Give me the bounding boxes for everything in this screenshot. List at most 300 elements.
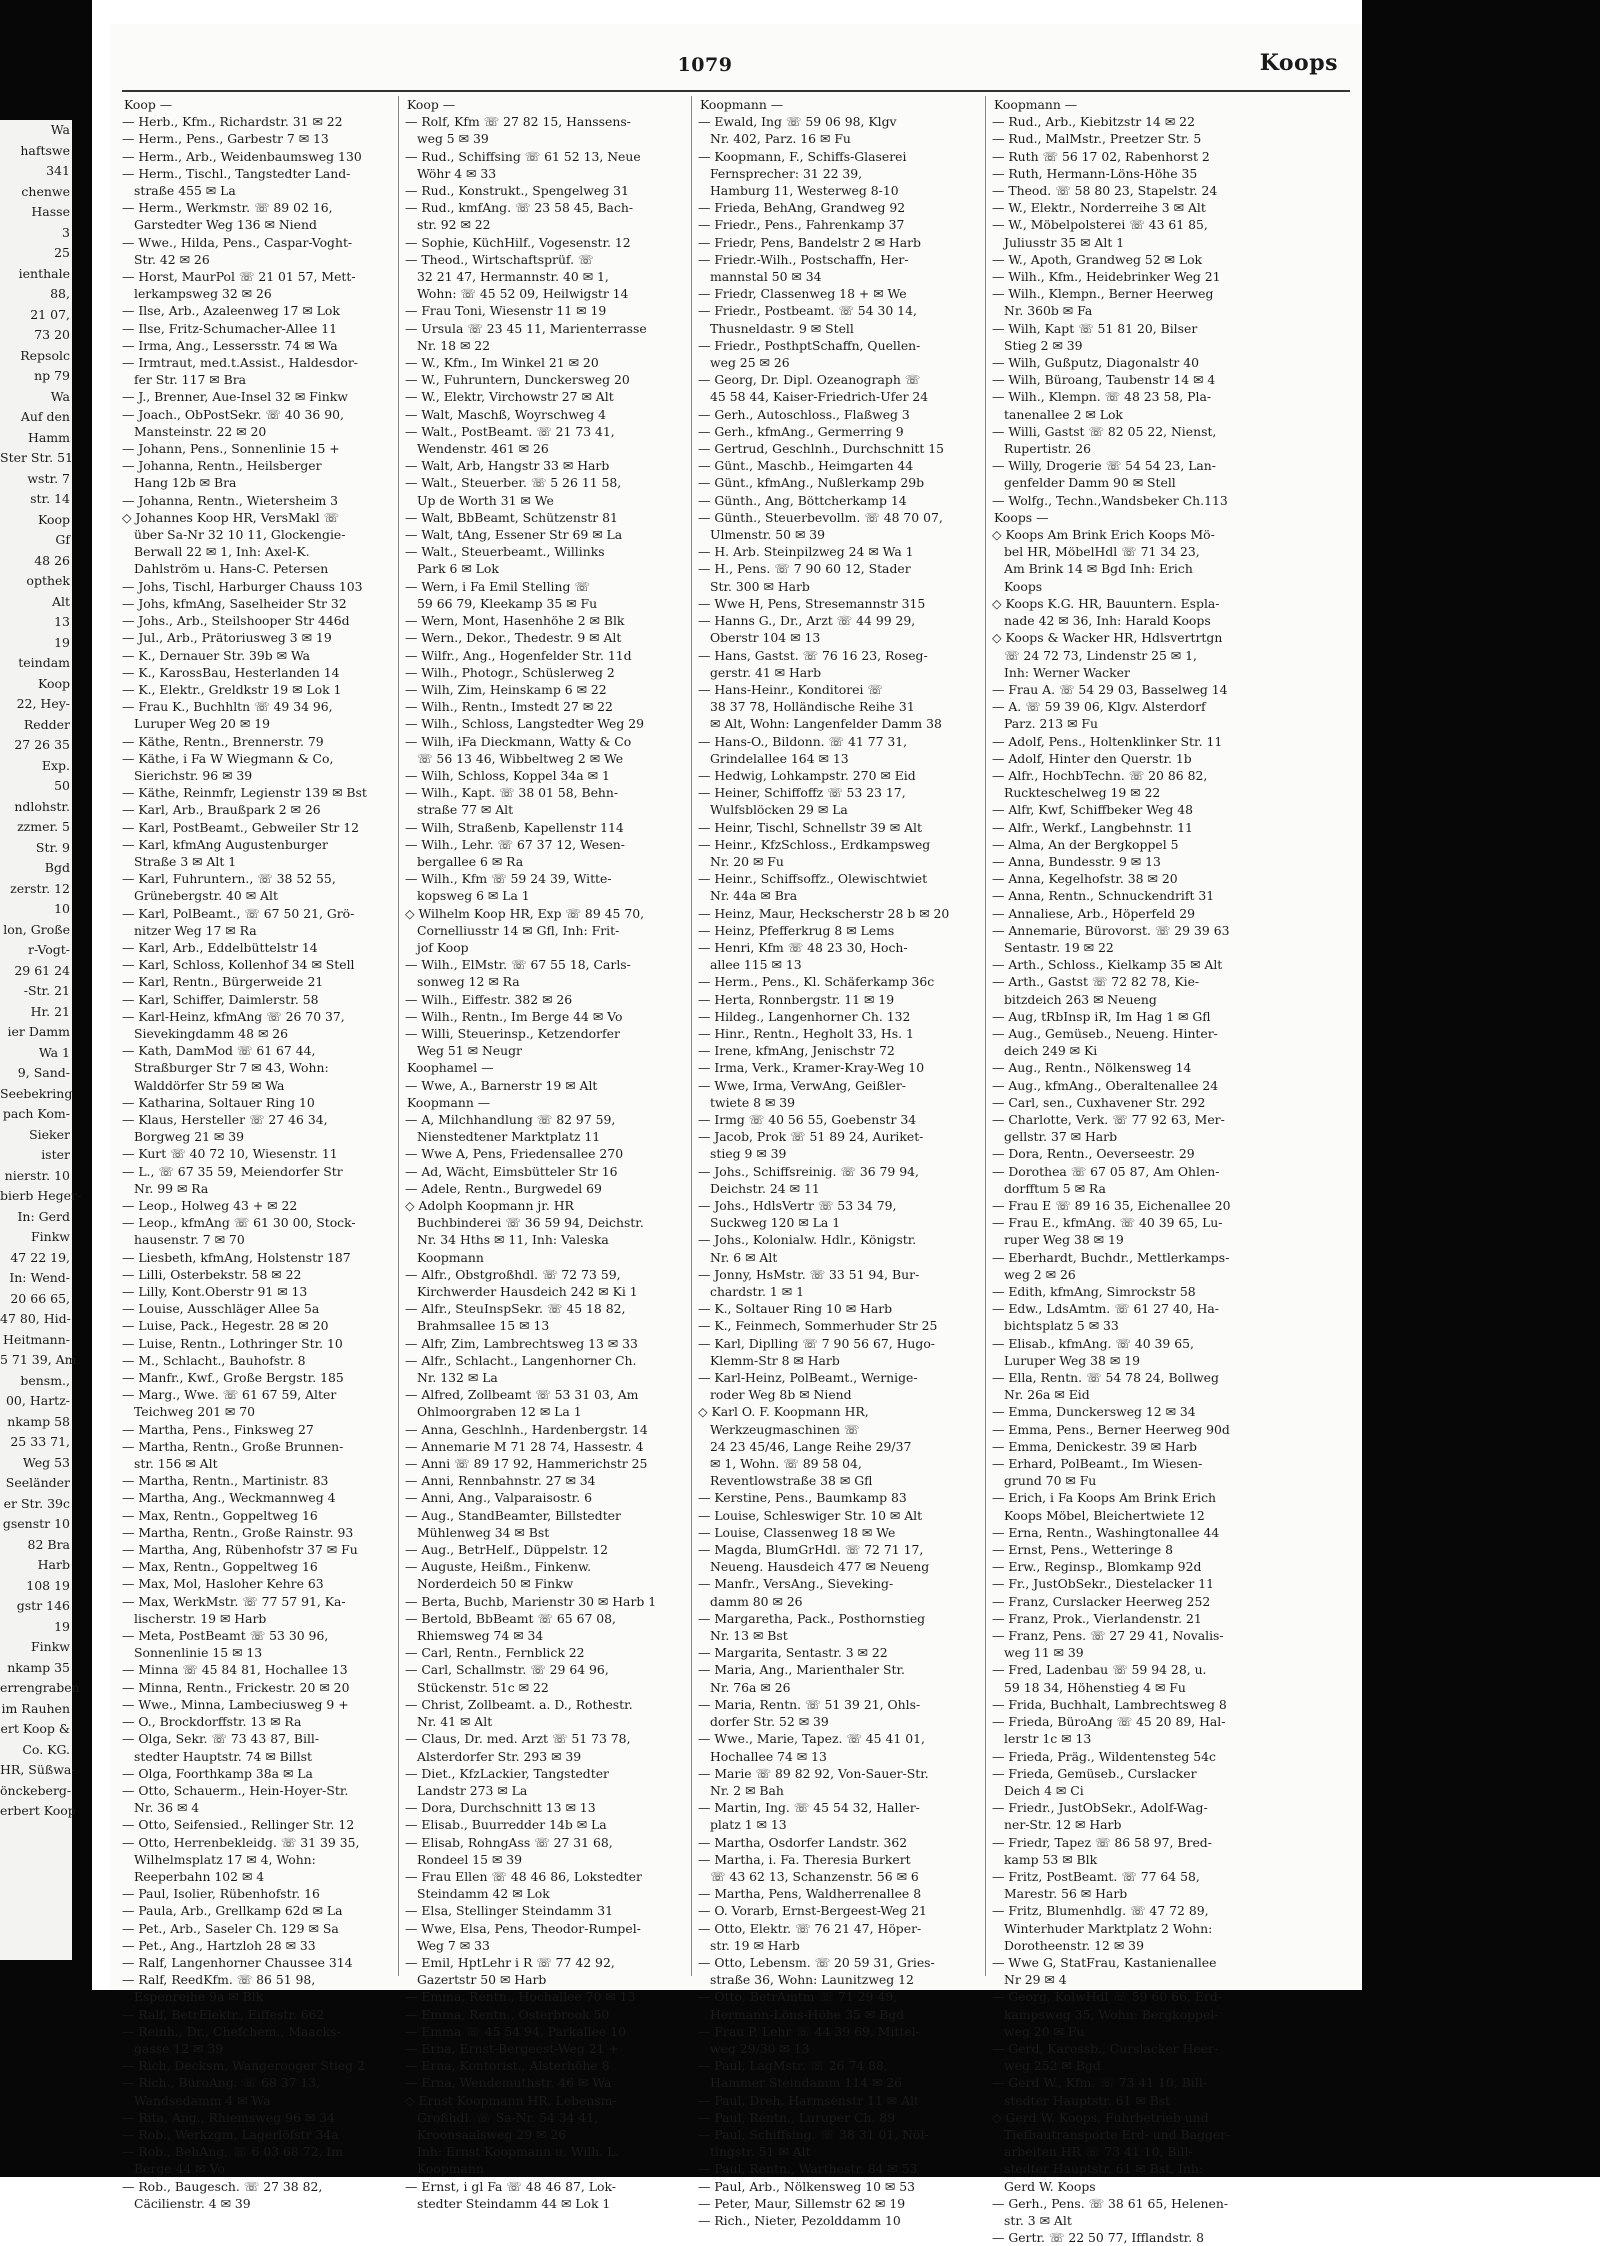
directory-entry-continuation: Nr. 13 ✉ Bst <box>710 1628 788 1644</box>
directory-entry-continuation: deich 249 ✉ Ki <box>1004 1043 1098 1059</box>
directory-entry: ◇ Adolph Koopmann jr. HR <box>405 1198 574 1213</box>
directory-entry-continuation: Werkzeugmaschinen ☏ <box>710 1421 860 1437</box>
directory-entry: — Wern., Dekor., Thedestr. 9 ✉ Alt <box>405 630 622 646</box>
directory-entry-continuation: Stückenstr. 51c ✉ 22 <box>417 1679 549 1695</box>
directory-entry: — Wilh., Eiffestr. 382 ✉ 26 <box>405 991 573 1007</box>
directory-entry: — Rob., Werkzgm, Lagerlöfstr 34a <box>122 2126 339 2142</box>
directory-entry-continuation: kampsweg 35, Wohn: Bergkoppel- <box>1004 2006 1219 2022</box>
directory-entry: — Frieda, Gemüseb., Curslacker <box>992 1765 1197 1781</box>
edge-text-fragment: Harb <box>37 1557 70 1572</box>
directory-entry: — Alfr., SteuInspSekr. ☏ 45 18 82, <box>405 1301 626 1317</box>
directory-entry-continuation: straße 77 ✉ Alt <box>417 802 514 818</box>
directory-entry-continuation: platz 1 ✉ 13 <box>710 1817 787 1833</box>
directory-entry: — Aug., Rentn., Nölkensweg 14 <box>992 1060 1192 1076</box>
directory-entry: — Walt, Maschß, Woyrschweg 4 <box>405 406 606 422</box>
directory-entry: — Erna, Ernst-Bergeest-Weg 21 + <box>405 2040 619 2056</box>
directory-entry-continuation: Mühlenweg 34 ✉ Bst <box>417 1524 550 1540</box>
directory-entry: — Ursula ☏ 23 45 11, Marienterrasse <box>405 320 647 336</box>
edge-text-fragment: 00, Hartz- <box>5 1393 70 1408</box>
directory-entry: — Katharina, Soltauer Ring 10 <box>122 1094 315 1110</box>
directory-entry: — Wilh, Büroang, Taubenstr 14 ✉ 4 <box>992 372 1216 388</box>
directory-entry: — Johs, Tischl, Harburger Chauss 103 <box>122 578 363 594</box>
directory-entry: — Margarita, Sentastr. 3 ✉ 22 <box>698 1645 888 1661</box>
directory-entry: — Rich, Decksm, Wangerooger Stieg 2 <box>122 2058 365 2074</box>
directory-entry-continuation: Kroonsaalsweg 29 ✉ 26 <box>417 2126 567 2142</box>
directory-entry: — Heinz, Maur, Heckscherstr 28 b ✉ 20 <box>698 905 950 921</box>
edge-text-fragment: 25 33 71, <box>10 1434 70 1449</box>
directory-entry-continuation: chardstr. 1 ✉ 1 <box>710 1284 804 1300</box>
edge-text-fragment: Wa <box>50 388 70 404</box>
edge-text-fragment: 19 <box>54 634 70 650</box>
directory-entry: — Kath, DamMod ☏ 61 67 44, <box>122 1043 316 1059</box>
directory-entry: — Anna, Kegelhofstr. 38 ✉ 20 <box>992 871 1178 887</box>
directory-entry: — Bertold, BbBeamt ☏ 65 67 08, <box>405 1610 616 1626</box>
directory-entry: ◇ Gerd W. Koops, Fuhrbetrieb und <box>992 2109 1209 2125</box>
directory-entry: — Wwe A, Pens, Friedensallee 270 <box>405 1146 624 1162</box>
directory-entry: — Diet., KfzLackier, Tangstedter <box>405 1765 609 1781</box>
directory-entry-continuation: nade 42 ✉ 36, Inh: Harald Koops <box>1004 613 1211 629</box>
directory-entry: — Heiner, Schiffoffz ☏ 53 23 17, <box>698 785 906 801</box>
directory-entry: — Klaus, Hersteller ☏ 27 46 34, <box>122 1111 328 1127</box>
directory-entry: — Frau E., kfmAng. ☏ 40 39 65, Lu- <box>992 1215 1223 1231</box>
directory-entry: — Walt, Arb, Hangstr 33 ✉ Harb <box>405 458 610 474</box>
directory-entry: — Martha, Rentn., Martinistr. 83 <box>122 1473 329 1489</box>
directory-entry: — W., Elektr., Norderreihe 3 ✉ Alt <box>992 200 1206 216</box>
edge-text-fragment: Weg 53 <box>22 1454 70 1470</box>
directory-entry: — Wilh, Gußputz, Diagonalstr 40 <box>992 355 1200 371</box>
directory-entry: — Martha, Pens., Finksweg 27 <box>122 1421 314 1437</box>
directory-entry-continuation: Up de Worth 31 ✉ We <box>417 492 554 508</box>
directory-entry: — Leop., kfmAng ☏ 61 30 00, Stock- <box>122 1215 356 1231</box>
directory-entry: — Willi, Gastst ☏ 82 05 22, Nienst, <box>992 423 1217 439</box>
directory-entry-continuation: genfelder Damm 90 ✉ Stell <box>1004 475 1176 491</box>
directory-entry-continuation: Stieg 2 ✉ 39 <box>1004 337 1083 353</box>
directory-entry: — Paul, Dreh, Harmsenstr 11 ✉ Alt <box>698 2092 920 2108</box>
directory-entry: — Rita, Ang., Rhiemsweg 96 ✉ 34 <box>122 2109 335 2125</box>
directory-entry-continuation: Steindamm 42 ✉ Lok <box>417 1886 550 1902</box>
directory-entry: — Johs., Kolonialw. Hdlr., Königstr. <box>698 1232 917 1248</box>
edge-text-fragment: ert Koop & <box>0 1721 70 1736</box>
directory-entry: — Herm., Pens., Garbestr 7 ✉ 13 <box>122 131 329 147</box>
edge-text-fragment: haftswe <box>20 142 70 158</box>
directory-entry: — Aug., kfmAng., Oberaltenallee 24 <box>992 1077 1219 1093</box>
directory-entry: — Dora, Durchschnitt 13 ✉ 13 <box>405 1800 596 1816</box>
directory-entry: — K., KarossBau, Hesterlanden 14 <box>122 664 340 680</box>
directory-entry-continuation: Sievekingdamm 48 ✉ 26 <box>134 1025 289 1041</box>
directory-entry-continuation: Neueng. Hausdeich 477 ✉ Neueng <box>710 1559 930 1575</box>
edge-text-fragment: 10 <box>54 901 70 916</box>
directory-entry: — Elisab., Buurredder 14b ✉ La <box>405 1817 607 1833</box>
directory-entry: — Magda, BlumGrHdl. ☏ 72 71 17, <box>698 1542 924 1558</box>
directory-entry: — Rich., Nieter, Pezolddamm 10 <box>698 2212 901 2228</box>
directory-entry: — Wilh., Kapt. ☏ 38 01 58, Behn- <box>405 785 619 801</box>
directory-entry: — K., Feinmech, Sommerhuder Str 25 <box>698 1318 938 1334</box>
directory-entry-continuation: lerstr 1c ✉ 13 <box>1004 1731 1092 1747</box>
directory-entry: ◇ Ernst Koopmann HR, Lebensm- <box>405 2092 617 2108</box>
directory-entry-continuation: Nr. 44a ✉ Bra <box>710 888 798 904</box>
directory-entry: — Hanns G., Dr., Arzt ☏ 44 99 29, <box>698 613 916 629</box>
directory-entry: — Karl-Heinz, PolBeamt., Wernige- <box>698 1370 918 1386</box>
directory-entry: — W., Apoth, Grandweg 52 ✉ Lok <box>992 251 1203 267</box>
edge-text-fragment: Bgd <box>44 860 70 875</box>
directory-entry: — Frau Ellen ☏ 48 46 86, Lokstedter <box>405 1868 642 1884</box>
directory-entry-continuation: Gazertstr 50 ✉ Harb <box>417 1972 547 1988</box>
directory-entry-continuation: str. 156 ✉ Alt <box>134 1456 218 1472</box>
directory-entry: — Wern, i Fa Emil Stelling ☏ <box>405 578 590 594</box>
directory-entry: — Karl, PolBeamt., ☏ 67 50 21, Grö- <box>122 905 355 921</box>
column-3 <box>698 96 974 2228</box>
directory-entry-continuation: roder Weg 8b ✉ Niend <box>710 1387 852 1403</box>
directory-entry-continuation: damm 80 ✉ 26 <box>710 1593 803 1609</box>
edge-text-fragment: Heitmann- <box>3 1331 70 1347</box>
directory-entry-continuation: Teichweg 201 ✉ 70 <box>134 1404 256 1420</box>
directory-entry-continuation: sonweg 12 ✉ Ra <box>417 974 520 990</box>
directory-entry: — Martin, Ing. ☏ 45 54 32, Haller- <box>698 1800 920 1816</box>
directory-entry-continuation: Str. 300 ✉ Harb <box>710 578 810 594</box>
directory-entry: — Fred, Ladenbau ☏ 59 94 28, u. <box>992 1662 1207 1678</box>
directory-entry: — Karl, Rentn., Bürgerweide 21 <box>122 974 324 990</box>
edge-text-fragment: Ster Str. 51 <box>0 450 73 465</box>
edge-text-fragment: nkamp 58 <box>7 1413 70 1429</box>
edge-text-fragment: ister <box>41 1147 70 1162</box>
directory-entry: — Fritz, PostBeamt. ☏ 77 64 58, <box>992 1868 1200 1884</box>
directory-entry: — Louise, Classenweg 18 ✉ We <box>698 1524 896 1540</box>
directory-entry: — Wilh., Klempn. ☏ 48 23 58, Pla- <box>992 389 1212 405</box>
directory-entry-continuation: Suckweg 120 ✉ La 1 <box>710 1215 841 1231</box>
directory-entry: — Gertrud, Geschlnh., Durchschnitt 15 <box>698 441 945 457</box>
directory-entry-continuation: Nr. 360b ✉ Fa <box>1004 303 1093 319</box>
directory-entry-continuation: bitzdeich 263 ✉ Neueng <box>1004 991 1157 1007</box>
edge-text-fragment: 21 07, <box>30 306 70 322</box>
directory-entry: — Walt, BbBeamt, Schützenstr 81 <box>405 509 618 525</box>
directory-entry: — Wilh, Schloss, Koppel 34a ✉ 1 <box>405 767 610 783</box>
directory-entry-continuation: Marestr. 56 ✉ Harb <box>1004 1886 1128 1902</box>
directory-entry-continuation: ✉ 1, Wohn. ☏ 89 58 04, <box>710 1456 862 1472</box>
directory-entry-continuation: tingstr. 51 ✉ Alt <box>710 2144 811 2160</box>
directory-entry: — Pet., Arb., Saseler Ch. 129 ✉ Sa <box>122 1920 339 1936</box>
directory-entry-continuation: Fernsprecher: 31 22 39, <box>710 165 863 181</box>
directory-entry: — Irmg ☏ 40 56 55, Goebenstr 34 <box>698 1111 917 1127</box>
edge-text-fragment: np 79 <box>34 368 70 383</box>
edge-text-fragment: 88, <box>50 286 70 301</box>
directory-entry: — Käthe, Rentn., Brennerstr. 79 <box>122 733 324 749</box>
directory-entry-continuation: bichtsplatz 5 ✉ 33 <box>1004 1318 1119 1334</box>
edge-text-fragment: 47 80, Hid- <box>0 1311 71 1326</box>
directory-entry: — Otto, Herrenbekleidg. ☏ 31 39 35, <box>122 1834 360 1850</box>
edge-text-fragment: Seebekring <box>0 1085 73 1101</box>
directory-entry: — Ernst, i gl Fa ☏ 48 46 87, Lok- <box>405 2178 616 2194</box>
directory-entry: — Karl-Heinz, kfmAng ☏ 26 70 37, <box>122 1008 345 1024</box>
directory-entry-continuation: str. 19 ✉ Harb <box>710 1937 800 1953</box>
directory-entry-continuation: nitzer Weg 17 ✉ Ra <box>134 922 257 938</box>
directory-entry: — Paul, Rentn., Warthestr. 84 ✉ 53 <box>698 2161 918 2177</box>
directory-entry: — H., Pens. ☏ 7 90 60 12, Stader <box>698 561 911 577</box>
directory-entry: — Herb., Kfm., Richardstr. 31 ✉ 22 <box>122 114 343 130</box>
directory-entry-continuation: weg 25 ✉ 26 <box>710 355 790 371</box>
directory-entry-continuation: Cäcilienstr. 4 ✉ 39 <box>134 2195 251 2211</box>
directory-entry-continuation: Ruckteschelweg 19 ✉ 22 <box>1004 785 1161 801</box>
directory-entry: — Alma, An der Bergkoppel 5 <box>992 836 1179 852</box>
directory-entry-continuation: grund 70 ✉ Fu <box>1004 1473 1097 1489</box>
directory-entry-continuation: Nienstedtener Marktplatz 11 <box>417 1129 601 1145</box>
directory-entry: — Max, WerkMstr. ☏ 77 57 91, Ka- <box>122 1593 346 1609</box>
directory-entry: — Erna, Kontorist., Alsterhöhe 8 <box>405 2058 610 2074</box>
directory-entry: — Adele, Rentn., Burgwedel 69 <box>405 1180 602 1196</box>
directory-entry: — Rud., Arb., Kiebitzstr 14 ✉ 22 <box>992 114 1195 130</box>
directory-entry-continuation: jof Koop <box>417 939 469 955</box>
directory-entry-continuation: Ulmenstr. 50 ✉ 39 <box>710 527 826 543</box>
directory-entry-continuation: Dahlström u. Hans-C. Petersen <box>134 561 329 577</box>
directory-entry: — Rolf, Kfm ☏ 27 82 15, Hanssens- <box>405 114 631 130</box>
edge-text-fragment: erbert Koop <box>0 1803 76 1818</box>
directory-entry: — Max, Rentn., Goppeltweg 16 <box>122 1507 318 1523</box>
directory-entry: — Paul, Rentn., Luruper Ch. 89 <box>698 2109 896 2125</box>
directory-entry: — Horst, MaurPol ☏ 21 01 57, Mett- <box>122 269 356 285</box>
directory-entry: — Marg., Wwe. ☏ 61 67 59, Alter <box>122 1387 337 1403</box>
edge-text-fragment: 25 <box>54 245 70 260</box>
column-divider <box>691 96 692 1976</box>
directory-entry: — Johanna, Rentn., Wietersheim 3 <box>122 492 339 508</box>
directory-entry: — Friedr.-Wilh., Postschaffn, Her- <box>698 251 909 267</box>
directory-entry: — Martha, Osdorfer Landstr. 362 <box>698 1834 908 1850</box>
directory-entry-continuation: gasse 12 ✉ 39 <box>134 2040 224 2056</box>
directory-entry-continuation: 59 18 34, Höhenstieg 4 ✉ Fu <box>1004 1679 1186 1695</box>
edge-text-fragment: zzmer. 5 <box>17 819 70 834</box>
directory-entry: — Wwe H, Pens, Stresemannstr 315 <box>698 595 926 611</box>
directory-entry: — Heinr., Schiffsoffz., Olewischtwiet <box>698 871 928 887</box>
directory-entry: — Liesbeth, kfmAng, Holstenstr 187 <box>122 1249 351 1265</box>
directory-entry: — Willy, Drogerie ☏ 54 54 23, Lan- <box>992 458 1216 474</box>
directory-entry: — Günth., Steuerbevollm. ☏ 48 70 07, <box>698 509 943 525</box>
directory-entry-continuation: Kirchwerder Hausdeich 242 ✉ Ki 1 <box>417 1284 638 1300</box>
directory-entry: — Friedr, Pens, Bandelstr 2 ✉ Harb <box>698 234 921 250</box>
directory-entry: — Rud., kmfAng. ☏ 23 58 45, Bach- <box>405 200 634 216</box>
directory-entry: — O. Vorarb, Ernst-Bergeest-Weg 21 <box>698 1903 927 1919</box>
directory-entry-continuation: über Sa-Nr 32 10 11, Glockengie- <box>134 527 346 543</box>
edge-text-fragment: errengraben <box>0 1680 80 1695</box>
directory-entry-continuation: Buchbinderei ☏ 36 59 94, Deichstr. <box>417 1215 644 1231</box>
directory-entry: — Henri, Kfm ☏ 48 23 30, Hoch- <box>698 939 908 955</box>
edge-text-fragment: 50 <box>54 778 70 793</box>
edge-text-fragment: 9, Sand- <box>17 1065 70 1080</box>
directory-entry-continuation: Nr. 20 ✉ Fu <box>710 853 784 869</box>
directory-entry: — Herm., Tischl., Tangstedter Land- <box>122 165 351 181</box>
directory-entry: — W., Möbelpolsterei ☏ 43 61 85, <box>992 217 1208 233</box>
directory-entry-continuation: Borgweg 21 ✉ 39 <box>134 1129 245 1145</box>
directory-page <box>110 24 1362 2246</box>
directory-entry: — Rud., MalMstr., Preetzer Str. 5 <box>992 131 1202 147</box>
edge-text-fragment: Hr. 21 <box>30 1003 70 1019</box>
directory-entry: — Gerh., kfmAng., Germerring 9 <box>698 423 904 439</box>
edge-text-fragment: Koop <box>37 675 70 691</box>
directory-entry: — Rob., Baugesch. ☏ 27 38 82, <box>122 2178 323 2194</box>
directory-entry: — Erna, Rentn., Washingtonallee 44 <box>992 1524 1220 1540</box>
directory-entry-continuation: stieg 9 ✉ 39 <box>710 1146 787 1162</box>
directory-entry: — Joach., ObPostSekr. ☏ 40 36 90, <box>122 406 344 422</box>
directory-entry: — Gerh., Autoschloss., Flaßweg 3 <box>698 406 910 422</box>
edge-text-fragment: Redder <box>23 716 70 732</box>
edge-text-fragment: 47 22 19, <box>10 1249 70 1265</box>
directory-entry: — Georg, KolwHdl ☏ 59 60 66, Erd- <box>992 1989 1222 2005</box>
directory-entry-continuation: Klemm-Str 8 ✉ Harb <box>710 1352 840 1368</box>
page-number: 1079 <box>677 54 733 76</box>
directory-entry: — Ilse, Fritz-Schumacher-Allee 11 <box>122 320 338 336</box>
directory-entry: — Paul, Isolier, Rübenhofstr. 16 <box>122 1886 320 1902</box>
directory-entry-continuation: Walddörfer Str 59 ✉ Wa <box>134 1077 285 1093</box>
directory-entry-continuation: weg 20 ✉ Fu <box>1004 2023 1085 2039</box>
edge-text-fragment: 27 26 35 <box>14 737 70 752</box>
directory-entry: — Maria, Rentn. ☏ 51 39 21, Ohls- <box>698 1696 921 1712</box>
directory-entry-continuation: weg 5 ✉ 39 <box>417 131 489 147</box>
directory-entry-continuation: Inh: Ernst Koopmann u. Wilh. L. <box>417 2144 620 2160</box>
directory-entry-continuation: kamp 53 ✉ Blk <box>1004 1851 1098 1867</box>
edge-text-fragment: Alt <box>51 593 70 609</box>
directory-entry-continuation: straße 36, Wohn: Launitzweg 12 <box>710 1972 914 1988</box>
edge-text-fragment: Co. KG. <box>22 1741 70 1757</box>
directory-entry: ◇ Johannes Koop HR, VersMakl ☏ <box>122 509 339 525</box>
directory-entry-continuation: kopsweg 6 ✉ La 1 <box>417 888 530 904</box>
directory-entry: — Wilh., Schloss, Langstedter Weg 29 <box>405 716 644 732</box>
directory-entry-continuation: Am Brink 14 ✉ Bgd Inh: Erich <box>1004 561 1193 577</box>
directory-entry-continuation: Hammer Steindamm 114 ✉ 26 <box>710 2075 903 2091</box>
directory-entry-continuation: ner-Str. 12 ✉ Harb <box>1004 1817 1122 1833</box>
directory-entry: — Dorothea ☏ 67 05 87, Am Ohlen- <box>992 1163 1220 1179</box>
directory-entry-continuation: 24 23 45/46, Lange Reihe 29/37 <box>710 1438 912 1454</box>
directory-entry: — Claus, Dr. med. Arzt ☏ 51 73 78, <box>405 1731 631 1747</box>
directory-entry: — Friedr, Classenweg 18 + ✉ We <box>698 286 907 302</box>
column-divider <box>398 96 399 1976</box>
edge-text-fragment: 341 <box>46 163 70 178</box>
directory-entry-continuation: dorfftum 5 ✉ Ra <box>1004 1180 1106 1196</box>
directory-entry: — Franz, Curslacker Heerweg 252 <box>992 1593 1211 1609</box>
directory-entry: — Emil, HptLehr i R ☏ 77 42 92, <box>405 1954 615 1970</box>
directory-entry: — Friedr., JustObSekr., Adolf-Wag- <box>992 1800 1208 1816</box>
directory-entry: — Günt., Maschb., Heimgarten 44 <box>698 458 914 474</box>
edge-text-fragment: teindam <box>18 655 70 670</box>
edge-text-fragment: gsenstr 10 <box>2 1516 70 1531</box>
directory-entry-continuation: 32 21 47, Hermannstr. 40 ✉ 1, <box>417 269 609 285</box>
directory-entry: — Marie ☏ 89 82 92, Von-Sauer-Str. <box>698 1765 929 1781</box>
column-divider <box>985 96 986 1976</box>
directory-entry: — Otto, Seifensied., Rellinger Str. 12 <box>122 1817 355 1833</box>
directory-entry: — Friedr., Pens., Fahrenkamp 37 <box>698 217 905 233</box>
directory-entry: — Martha, Ang., Weckmannweg 4 <box>122 1490 336 1506</box>
edge-text-fragment: In: Wend- <box>9 1270 70 1285</box>
directory-entry: — Wwe G, StatFrau, Kastanienallee <box>992 1954 1217 1970</box>
directory-entry-continuation: 45 58 44, Kaiser-Friedrich-Ufer 24 <box>710 389 929 405</box>
directory-entry-continuation: Deich 4 ✉ Ci <box>1004 1782 1084 1798</box>
directory-entry-continuation: Sierichstr. 96 ✉ 39 <box>134 767 253 783</box>
directory-entry-continuation: Straße 3 ✉ Alt 1 <box>134 853 237 869</box>
directory-entry: — Walt., Steuerbeamt., Willinks <box>405 544 605 560</box>
edge-text-fragment: Repsolc <box>20 347 70 363</box>
directory-entry-continuation: stedter Hauptstr. 61 ✉ Bst <box>1004 2092 1171 2108</box>
directory-entry-continuation: Nr. 26a ✉ Eid <box>1004 1387 1090 1403</box>
directory-entry: — Theod. ☏ 58 80 23, Stapelstr. 24 <box>992 183 1218 199</box>
edge-text-fragment: 73 20 <box>34 327 70 342</box>
directory-entry: — Karl, Diplling ☏ 7 90 56 67, Hugo- <box>698 1335 935 1351</box>
directory-entry: — Heinz, Pfefferkrug 8 ✉ Lems <box>698 922 895 938</box>
directory-entry: — Ad, Wächt, Eimsbütteler Str 16 <box>405 1163 618 1179</box>
previous-page-edge <box>0 120 82 1960</box>
directory-entry: — Aug., BetrHelf., Düppelstr. 12 <box>405 1542 609 1558</box>
edge-text-fragment: Finkw <box>31 1639 70 1654</box>
edge-text-fragment: Hamm <box>27 429 70 445</box>
directory-entry-continuation: Rupertistr. 26 <box>1004 441 1091 457</box>
directory-entry: — Wilh., Rentn., Im Berge 44 ✉ Vo <box>405 1008 623 1024</box>
directory-entry-continuation: mannstal 50 ✉ 34 <box>710 269 822 285</box>
directory-entry: — Wwe, A., Barnerstr 19 ✉ Alt <box>405 1077 598 1093</box>
directory-entry: — Irma, Ang., Lessersstr. 74 ✉ Wa <box>122 337 338 353</box>
directory-entry-continuation: Dorotheenstr. 12 ✉ 39 <box>1004 1937 1144 1953</box>
directory-entry: — Minna ☏ 45 84 81, Hochallee 13 <box>122 1662 348 1678</box>
directory-entry: — Annemarie, Bürovorst. ☏ 29 39 63 <box>992 922 1230 938</box>
directory-entry-continuation: str. 3 ✉ Alt <box>1004 2212 1072 2228</box>
directory-entry: — Kerstine, Pens., Baumkamp 83 <box>698 1490 907 1506</box>
directory-entry-continuation: Oberstr 104 ✉ 13 <box>710 630 821 646</box>
directory-entry: — Käthe, i Fa W Wiegmann & Co, <box>122 750 334 766</box>
directory-entry-continuation: twiete 8 ✉ 39 <box>710 1094 796 1110</box>
directory-entry: — Frieda, BehAng, Grandweg 92 <box>698 200 906 216</box>
directory-entry: — Edith, kfmAng, Simrockstr 58 <box>992 1284 1196 1300</box>
directory-entry: — Otto, Elektr. ☏ 76 21 47, Höper- <box>698 1920 922 1936</box>
directory-entry: — Franz, Pens. ☏ 27 29 41, Novalis- <box>992 1628 1224 1644</box>
directory-entry: — Wwe., Hilda, Pens., Caspar-Voght- <box>122 234 353 250</box>
directory-entry: — Louise, Ausschläger Allee 5a <box>122 1301 320 1317</box>
directory-entry: — Paul, Arb., Nölkensweg 10 ✉ 53 <box>698 2178 915 2194</box>
directory-entry: — Meta, PostBeamt ☏ 53 30 96, <box>122 1628 329 1644</box>
directory-entry: ◇ Koops K.G. HR, Bauuntern. Espla- <box>992 595 1220 611</box>
directory-entry: — Johs, kfmAng, Saselheider Str 32 <box>122 595 347 611</box>
directory-entry: — Martha, i. Fa. Theresia Burkert <box>698 1851 911 1867</box>
directory-entry: — Otto, BetrAmtm ☏ 71 29 49, <box>698 1989 898 2005</box>
directory-entry: — Wwe, Irma, VerwAng, Geißler- <box>698 1077 906 1093</box>
directory-entry: — Aug., StandBeamter, Billstedter <box>405 1507 621 1523</box>
surname-heading: Koop — <box>407 97 456 112</box>
directory-entry-continuation: Cornelliusstr 14 ✉ Gfl, Inh: Frit- <box>417 922 620 938</box>
directory-entry: — Wern, Mont, Hasenhöhe 2 ✉ Blk <box>405 613 625 629</box>
directory-entry: — Gerh., Pens. ☏ 38 61 65, Helenen- <box>992 2195 1229 2211</box>
directory-entry: — Martha, Ang, Rübenhofstr 37 ✉ Fu <box>122 1542 358 1558</box>
directory-entry: — Alfr., Obstgroßhdl. ☏ 72 73 59, <box>405 1266 621 1282</box>
edge-text-fragment: gstr 146 <box>16 1598 70 1613</box>
directory-entry: — Berta, Buchb, Marienstr 30 ✉ Harb 1 <box>405 1593 657 1609</box>
directory-entry-continuation: ☏ 24 72 73, Lindenstr 25 ✉ 1, <box>1004 647 1197 663</box>
directory-entry: — Wilh, Zim, Heinskamp 6 ✉ 22 <box>405 681 607 697</box>
directory-entry-continuation: Rhiemsweg 74 ✉ 34 <box>417 1628 544 1644</box>
directory-entry: — Karl, PostBeamt., Gebweiler Str 12 <box>122 819 360 835</box>
directory-entry: — Wilh., Lehr. ☏ 67 37 12, Wesen- <box>405 836 625 852</box>
directory-entry-continuation: stedter Hauptstr. 61 ✉ Bst, Inh: <box>1004 2161 1204 2177</box>
directory-entry: — Max, Rentn., Goppeltweg 16 <box>122 1559 318 1575</box>
directory-entry-continuation: ✉ Alt, Wohn: Langenfelder Damm 38 <box>710 716 942 732</box>
directory-entry-continuation: 59 66 79, Kleekamp 35 ✉ Fu <box>417 595 598 611</box>
directory-entry: — Anna, Geschlnh., Hardenbergstr. 14 <box>405 1421 648 1437</box>
directory-entry-continuation: Wandsedamm 4 ✉ Wa <box>134 2092 271 2108</box>
directory-entry-continuation: Sonnenlinie 15 ✉ 13 <box>134 1645 263 1661</box>
directory-entry: — Lilli, Osterbekstr. 58 ✉ 22 <box>122 1266 302 1282</box>
directory-entry: — Olga, Foorthkamp 38a ✉ La <box>122 1765 313 1781</box>
directory-entry-continuation: bergallee 6 ✉ Ra <box>417 853 524 869</box>
directory-entry-continuation: Wilhelmsplatz 17 ✉ 4, Wohn: <box>134 1851 316 1867</box>
directory-entry: — Hedwig, Lohkampstr. 270 ✉ Eid <box>698 767 916 783</box>
edge-text-fragment: HR, Süßwa- <box>0 1762 76 1777</box>
directory-entry-continuation: Alsterdorfer Str. 293 ✉ 39 <box>417 1748 582 1764</box>
directory-entry: ◇ Koops Am Brink Erich Koops Mö- <box>992 527 1215 543</box>
directory-entry-continuation: Wöhr 4 ✉ 33 <box>417 165 497 181</box>
directory-entry-continuation: Weg 51 ✉ Neugr <box>417 1043 522 1059</box>
directory-entry: — Frau A. ☏ 54 29 03, Basselweg 14 <box>992 681 1228 697</box>
